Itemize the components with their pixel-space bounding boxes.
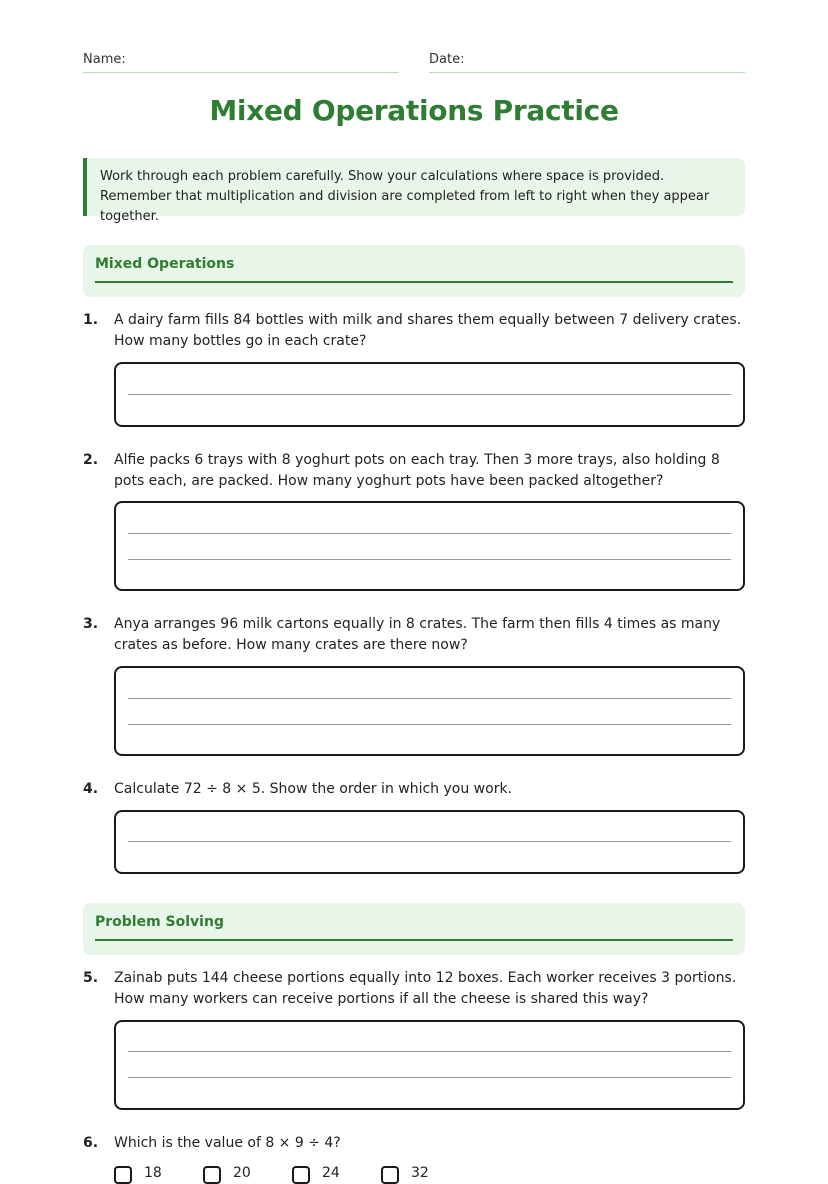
question-number: 6. bbox=[83, 1135, 99, 1151]
checkbox[interactable] bbox=[203, 1166, 221, 1184]
answer-box-1[interactable] bbox=[114, 362, 745, 427]
checkbox[interactable] bbox=[381, 1166, 399, 1184]
answer-box-5[interactable] bbox=[114, 1020, 745, 1110]
answer-line bbox=[128, 533, 731, 534]
section-title: Problem Solving bbox=[95, 914, 224, 930]
section-divider bbox=[95, 939, 733, 941]
date-label: Date: bbox=[429, 52, 465, 67]
question-number: 5. bbox=[83, 970, 99, 986]
option-label: 24 bbox=[322, 1165, 340, 1181]
checkbox[interactable] bbox=[292, 1166, 310, 1184]
instructions-box: Work through each problem carefully. Show your calculations where space is provided. Remember that multiplication and division are completed from left to right when they appear together. bbox=[83, 158, 745, 216]
option-label: 18 bbox=[144, 1165, 162, 1181]
name-field[interactable] bbox=[83, 52, 399, 73]
answer-line bbox=[128, 559, 731, 560]
option-label: 32 bbox=[411, 1165, 429, 1181]
question-text: Which is the value of 8 × 9 ÷ 4? bbox=[114, 1135, 341, 1151]
section-title: Mixed Operations bbox=[95, 256, 235, 272]
question-text: Alfie packs 6 trays with 8 yoghurt pots on each tray. Then 3 more trays, also holding 8 pots each, are packed. How many yoghurt pots have been packed altogether? bbox=[114, 452, 720, 489]
section-header-mixed-operations bbox=[83, 245, 745, 297]
section-header-problem-solving bbox=[83, 903, 745, 955]
question-text: A dairy farm fills 84 bottles with milk and shares them equally between 7 delivery crates. How many bottles go in each crate? bbox=[114, 312, 742, 349]
question-number: 2. bbox=[83, 452, 99, 468]
option-label: 20 bbox=[233, 1165, 251, 1181]
date-field[interactable] bbox=[429, 52, 745, 73]
answer-line bbox=[128, 1077, 731, 1078]
question-text: Zainab puts 144 cheese portions equally into 12 boxes. Each worker receives 3 portions. How many workers can receive portions if all the cheese is shared this way? bbox=[114, 970, 737, 1007]
answer-box-3[interactable] bbox=[114, 666, 745, 756]
section-divider bbox=[95, 281, 733, 283]
q6-options bbox=[114, 1164, 745, 1184]
header-fields bbox=[83, 52, 745, 74]
answer-line bbox=[128, 841, 731, 842]
answer-line bbox=[128, 394, 731, 395]
checkbox[interactable] bbox=[114, 1166, 132, 1184]
answer-line bbox=[128, 698, 731, 699]
answer-box-4[interactable] bbox=[114, 810, 745, 874]
answer-line bbox=[128, 1051, 731, 1052]
question-number: 3. bbox=[83, 616, 99, 632]
question-number: 1. bbox=[83, 312, 99, 328]
question-text: Calculate 72 ÷ 8 × 5. Show the order in which you work. bbox=[114, 781, 513, 797]
question-number: 4. bbox=[83, 781, 99, 797]
question-text: Anya arranges 96 milk cartons equally in 8 crates. The farm then fills 4 times as many crates as before. How many crates are there now? bbox=[114, 616, 721, 653]
name-label: Name: bbox=[83, 52, 126, 67]
answer-box-2[interactable] bbox=[114, 501, 745, 591]
answer-line bbox=[128, 724, 731, 725]
page-title: Mixed Operations Practice bbox=[209, 94, 619, 127]
